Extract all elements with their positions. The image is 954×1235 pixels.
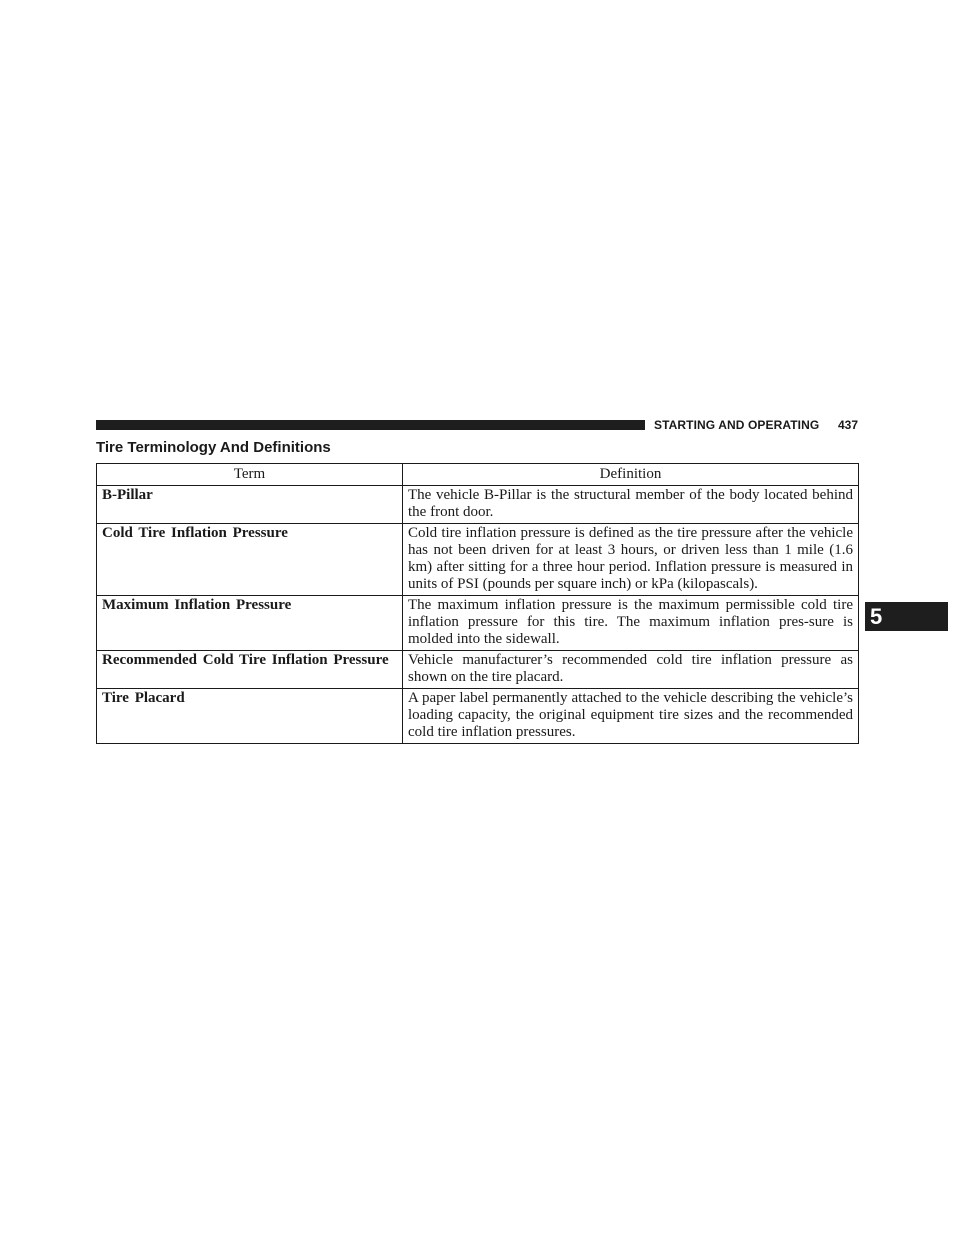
table-row (97, 689, 859, 744)
column-header-definition: Definition (403, 464, 859, 486)
term-cell: Maximum Inflation Pressure (97, 596, 403, 651)
table-row (97, 486, 859, 524)
terminology-table (96, 463, 859, 744)
definition-cell: Cold tire inflation pressure is defined as the tire pressure after the vehicle has not been driven for at least 3 hours, or driven less than 1 mile (1.6 km) after sitting for a three hour period. Inflation pressure is measured in units of PSI (pounds per square inch) or kPa (kilopascals). (403, 524, 859, 596)
column-header-term: Term (97, 464, 403, 486)
definition-cell: The maximum inflation pressure is the maximum permissible cold tire inflation pressure for this tire. The maximum inflation pres-sure is molded into the sidewall. (403, 596, 859, 651)
running-header-section: STARTING AND OPERATING (654, 418, 820, 432)
term-cell: Recommended Cold Tire Inflation Pressure (97, 651, 403, 689)
table-row (97, 524, 859, 596)
header-rule (96, 420, 645, 430)
definition-cell: The vehicle B-Pillar is the structural member of the body located behind the front door. (403, 486, 859, 524)
page-number: 437 (838, 418, 859, 432)
term-cell: Cold Tire Inflation Pressure (97, 524, 403, 596)
term-cell: B-Pillar (97, 486, 403, 524)
table-row (97, 651, 859, 689)
chapter-tab (865, 602, 948, 631)
definition-cell: A paper label permanently attached to the vehicle describing the vehicle’s loading capacity, the original equipment tire sizes and the recommended cold tire inflation pressures. (403, 689, 859, 744)
table-row (97, 596, 859, 651)
table-header-row (97, 464, 859, 486)
term-cell: Tire Placard (97, 689, 403, 744)
section-title: Tire Terminology And Definitions (96, 439, 331, 456)
definition-cell: Vehicle manufacturer’s recommended cold tire inflation pressure as shown on the tire placard. (403, 651, 859, 689)
chapter-number: 5 (870, 604, 883, 629)
